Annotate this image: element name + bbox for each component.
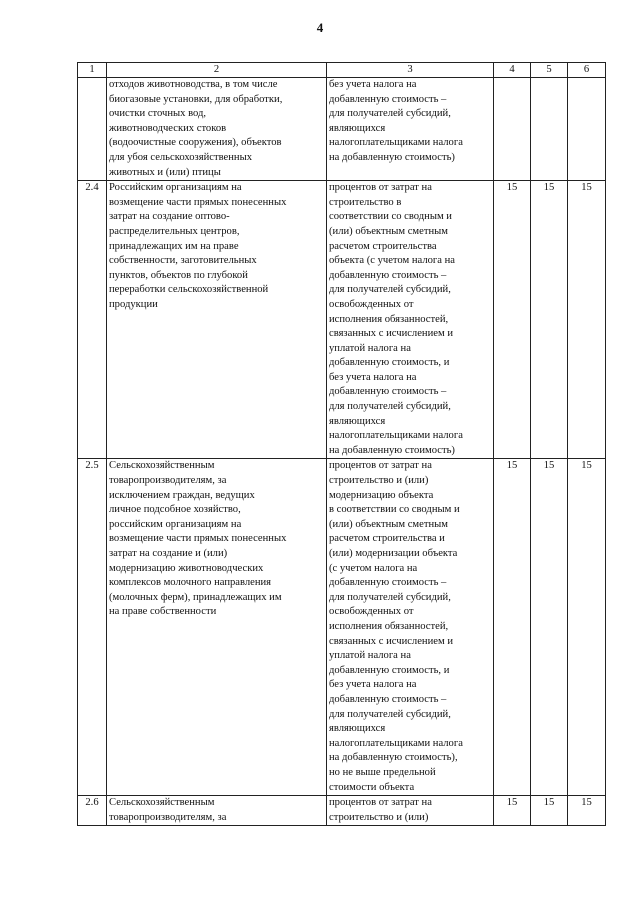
cost-basis-line: освобожденных от: [329, 298, 414, 310]
column-header-2: 2: [107, 63, 327, 78]
recipient-description: [107, 459, 327, 796]
cost-basis-line: процентов от затрат на: [329, 460, 432, 472]
cost-basis-line: без учета налога на: [329, 371, 417, 383]
cost-basis-line: освобожденных от: [329, 606, 414, 618]
column-number-row: [78, 63, 606, 78]
description-line: продукции: [109, 298, 158, 310]
column-header-1: 1: [78, 63, 107, 78]
cost-basis-line: но не выше предельной: [329, 766, 436, 778]
cost-basis-line: объекта (с учетом налога на: [329, 255, 455, 267]
rate-value-col6: [568, 78, 606, 181]
row-number: 2.6: [78, 796, 107, 826]
cost-basis-line: для получателей субсидий,: [329, 401, 451, 413]
rate-value-col6: 15: [568, 459, 606, 796]
cost-basis-line: являющихся: [329, 415, 386, 427]
cost-basis-line: строительство в: [329, 196, 402, 208]
description-line: исключением граждан, ведущих: [109, 489, 255, 501]
cost-basis-line: расчетом строительства и: [329, 533, 445, 545]
description-line: Сельскохозяйственным: [109, 460, 215, 472]
cost-basis-line: для получателей субсидий,: [329, 108, 451, 120]
description-line: (водоочистные сооружения), объектов: [109, 137, 282, 149]
column-header-4: 4: [494, 63, 531, 78]
column-header-5: 5: [531, 63, 568, 78]
cost-basis-line: (с учетом налога на: [329, 562, 418, 574]
rate-value-col4: 15: [494, 796, 531, 826]
cost-basis-line: на добавленную стоимость),: [329, 752, 458, 764]
cost-basis-line: модернизацию объекта: [329, 489, 434, 501]
rate-value-col4: 15: [494, 459, 531, 796]
rate-value-col6: 15: [568, 181, 606, 459]
rate-value-col6: 15: [568, 796, 606, 826]
description-line: очистки сточных вод,: [109, 108, 207, 120]
rate-value-col4: 15: [494, 181, 531, 459]
cost-basis-line: строительство и (или): [329, 475, 429, 487]
description-line: российским организациям на: [109, 518, 242, 530]
cost-basis-line: стоимости объекта: [329, 781, 415, 793]
cost-basis-line: являющихся: [329, 122, 386, 134]
description-line: собственности, заготовительных: [109, 255, 257, 267]
description-line: товаропроизводителям, за: [109, 475, 227, 487]
description-line: отходов животноводства, в том числе: [109, 79, 278, 90]
cost-basis-line: расчетом строительства: [329, 240, 437, 252]
cost-basis-line: на добавленную стоимость): [329, 444, 455, 456]
cost-basis-line: добавленную стоимость, и: [329, 357, 450, 369]
cost-basis-line: (или) объектным сметным: [329, 225, 448, 237]
rate-value-col5: [531, 78, 568, 181]
cost-basis-line: (или) объектным сметным: [329, 518, 448, 530]
cost-basis: [327, 181, 494, 459]
rate-value-col5: 15: [531, 796, 568, 826]
description-line: возмещение части прямых понесенных: [109, 196, 287, 208]
cost-basis-line: налогоплательщиками налога: [329, 137, 463, 149]
rate-value-col5: 15: [531, 181, 568, 459]
description-line: (молочных ферм), принадлежащих им: [109, 591, 282, 603]
cost-basis-line: добавленную стоимость –: [329, 577, 447, 589]
page-number: 4: [316, 20, 324, 35]
cost-basis-line: связанных с исчислением и: [329, 635, 453, 647]
cost-basis-line: налогоплательщиками налога: [329, 737, 463, 749]
cost-basis-line: налогоплательщиками налога: [329, 430, 463, 442]
row-number: 2.4: [78, 181, 107, 459]
cost-basis-line: добавленную стоимость, и: [329, 664, 450, 676]
row-number: 2.5: [78, 459, 107, 796]
description-line: распределительных центров,: [109, 225, 240, 237]
cost-basis-line: (или) модернизации объекта: [329, 548, 458, 559]
recipient-description: [107, 796, 327, 826]
description-line: животных и (или) птицы: [109, 166, 221, 178]
cost-basis-line: добавленную стоимость –: [329, 269, 447, 281]
description-line: биогазовые установки, для обработки,: [109, 93, 283, 105]
table-row: [78, 181, 606, 459]
rate-value-col4: [494, 78, 531, 181]
cost-basis-line: для получателей субсидий,: [329, 708, 451, 720]
table-row: [78, 459, 606, 796]
cost-basis-line: уплатой налога на: [329, 650, 411, 662]
subsidy-rates-table: [77, 62, 606, 826]
column-header-6: 6: [568, 63, 606, 78]
cost-basis: [327, 796, 494, 826]
description-line: Российским организациям на: [109, 182, 242, 194]
cost-basis-line: исполнения обязанностей,: [329, 620, 449, 632]
description-line: принадлежащих им на праве: [109, 240, 239, 252]
description-line: пунктов, объектов по глубокой: [109, 269, 248, 281]
description-line: комплексов молочного направления: [109, 577, 272, 589]
cost-basis-line: на добавленную стоимость): [329, 151, 455, 163]
cost-basis-line: процентов от затрат на: [329, 797, 432, 809]
table-row: [78, 78, 606, 181]
description-line: модернизацию животноводческих: [109, 562, 264, 574]
cost-basis-line: без учета налога на: [329, 679, 417, 691]
description-line: животноводческих стоков: [109, 122, 227, 134]
cost-basis-line: процентов от затрат на: [329, 182, 432, 194]
recipient-description: [107, 181, 327, 459]
cost-basis-line: без учета налога на: [329, 79, 417, 90]
cost-basis-line: соответствии со сводным и: [329, 211, 452, 223]
description-line: затрат на создание и (или): [109, 548, 228, 559]
rate-value-col5: 15: [531, 459, 568, 796]
description-line: для убоя сельскохозяйственных: [109, 151, 252, 163]
cost-basis-line: уплатой налога на: [329, 342, 411, 354]
description-line: Сельскохозяйственным: [109, 797, 215, 809]
description-line: товаропроизводителям, за: [109, 811, 227, 823]
cost-basis-line: для получателей субсидий,: [329, 284, 451, 296]
description-line: возмещение части прямых понесенных: [109, 533, 287, 545]
cost-basis-line: в соответствии со сводным и: [329, 504, 460, 516]
cost-basis: [327, 78, 494, 181]
cost-basis-line: являющихся: [329, 723, 386, 735]
description-line: затрат на создание оптово-: [109, 211, 230, 223]
description-line: на праве собственности: [109, 606, 217, 618]
cost-basis-line: связанных с исчислением и: [329, 328, 453, 340]
cost-basis-line: добавленную стоимость –: [329, 93, 447, 105]
table-row: [78, 796, 606, 826]
cost-basis-line: для получателей субсидий,: [329, 591, 451, 603]
table-body: [78, 63, 606, 826]
row-number: [78, 78, 107, 181]
recipient-description: [107, 78, 327, 181]
cost-basis-line: добавленную стоимость –: [329, 386, 447, 398]
cost-basis-line: исполнения обязанностей,: [329, 313, 449, 325]
cost-basis-line: добавленную стоимость –: [329, 693, 447, 705]
description-line: личное подсобное хозяйство,: [109, 504, 241, 516]
cost-basis-line: строительство и (или): [329, 811, 429, 823]
cost-basis: [327, 459, 494, 796]
column-header-3: 3: [327, 63, 494, 78]
description-line: переработки сельскохозяйственной: [109, 284, 269, 296]
